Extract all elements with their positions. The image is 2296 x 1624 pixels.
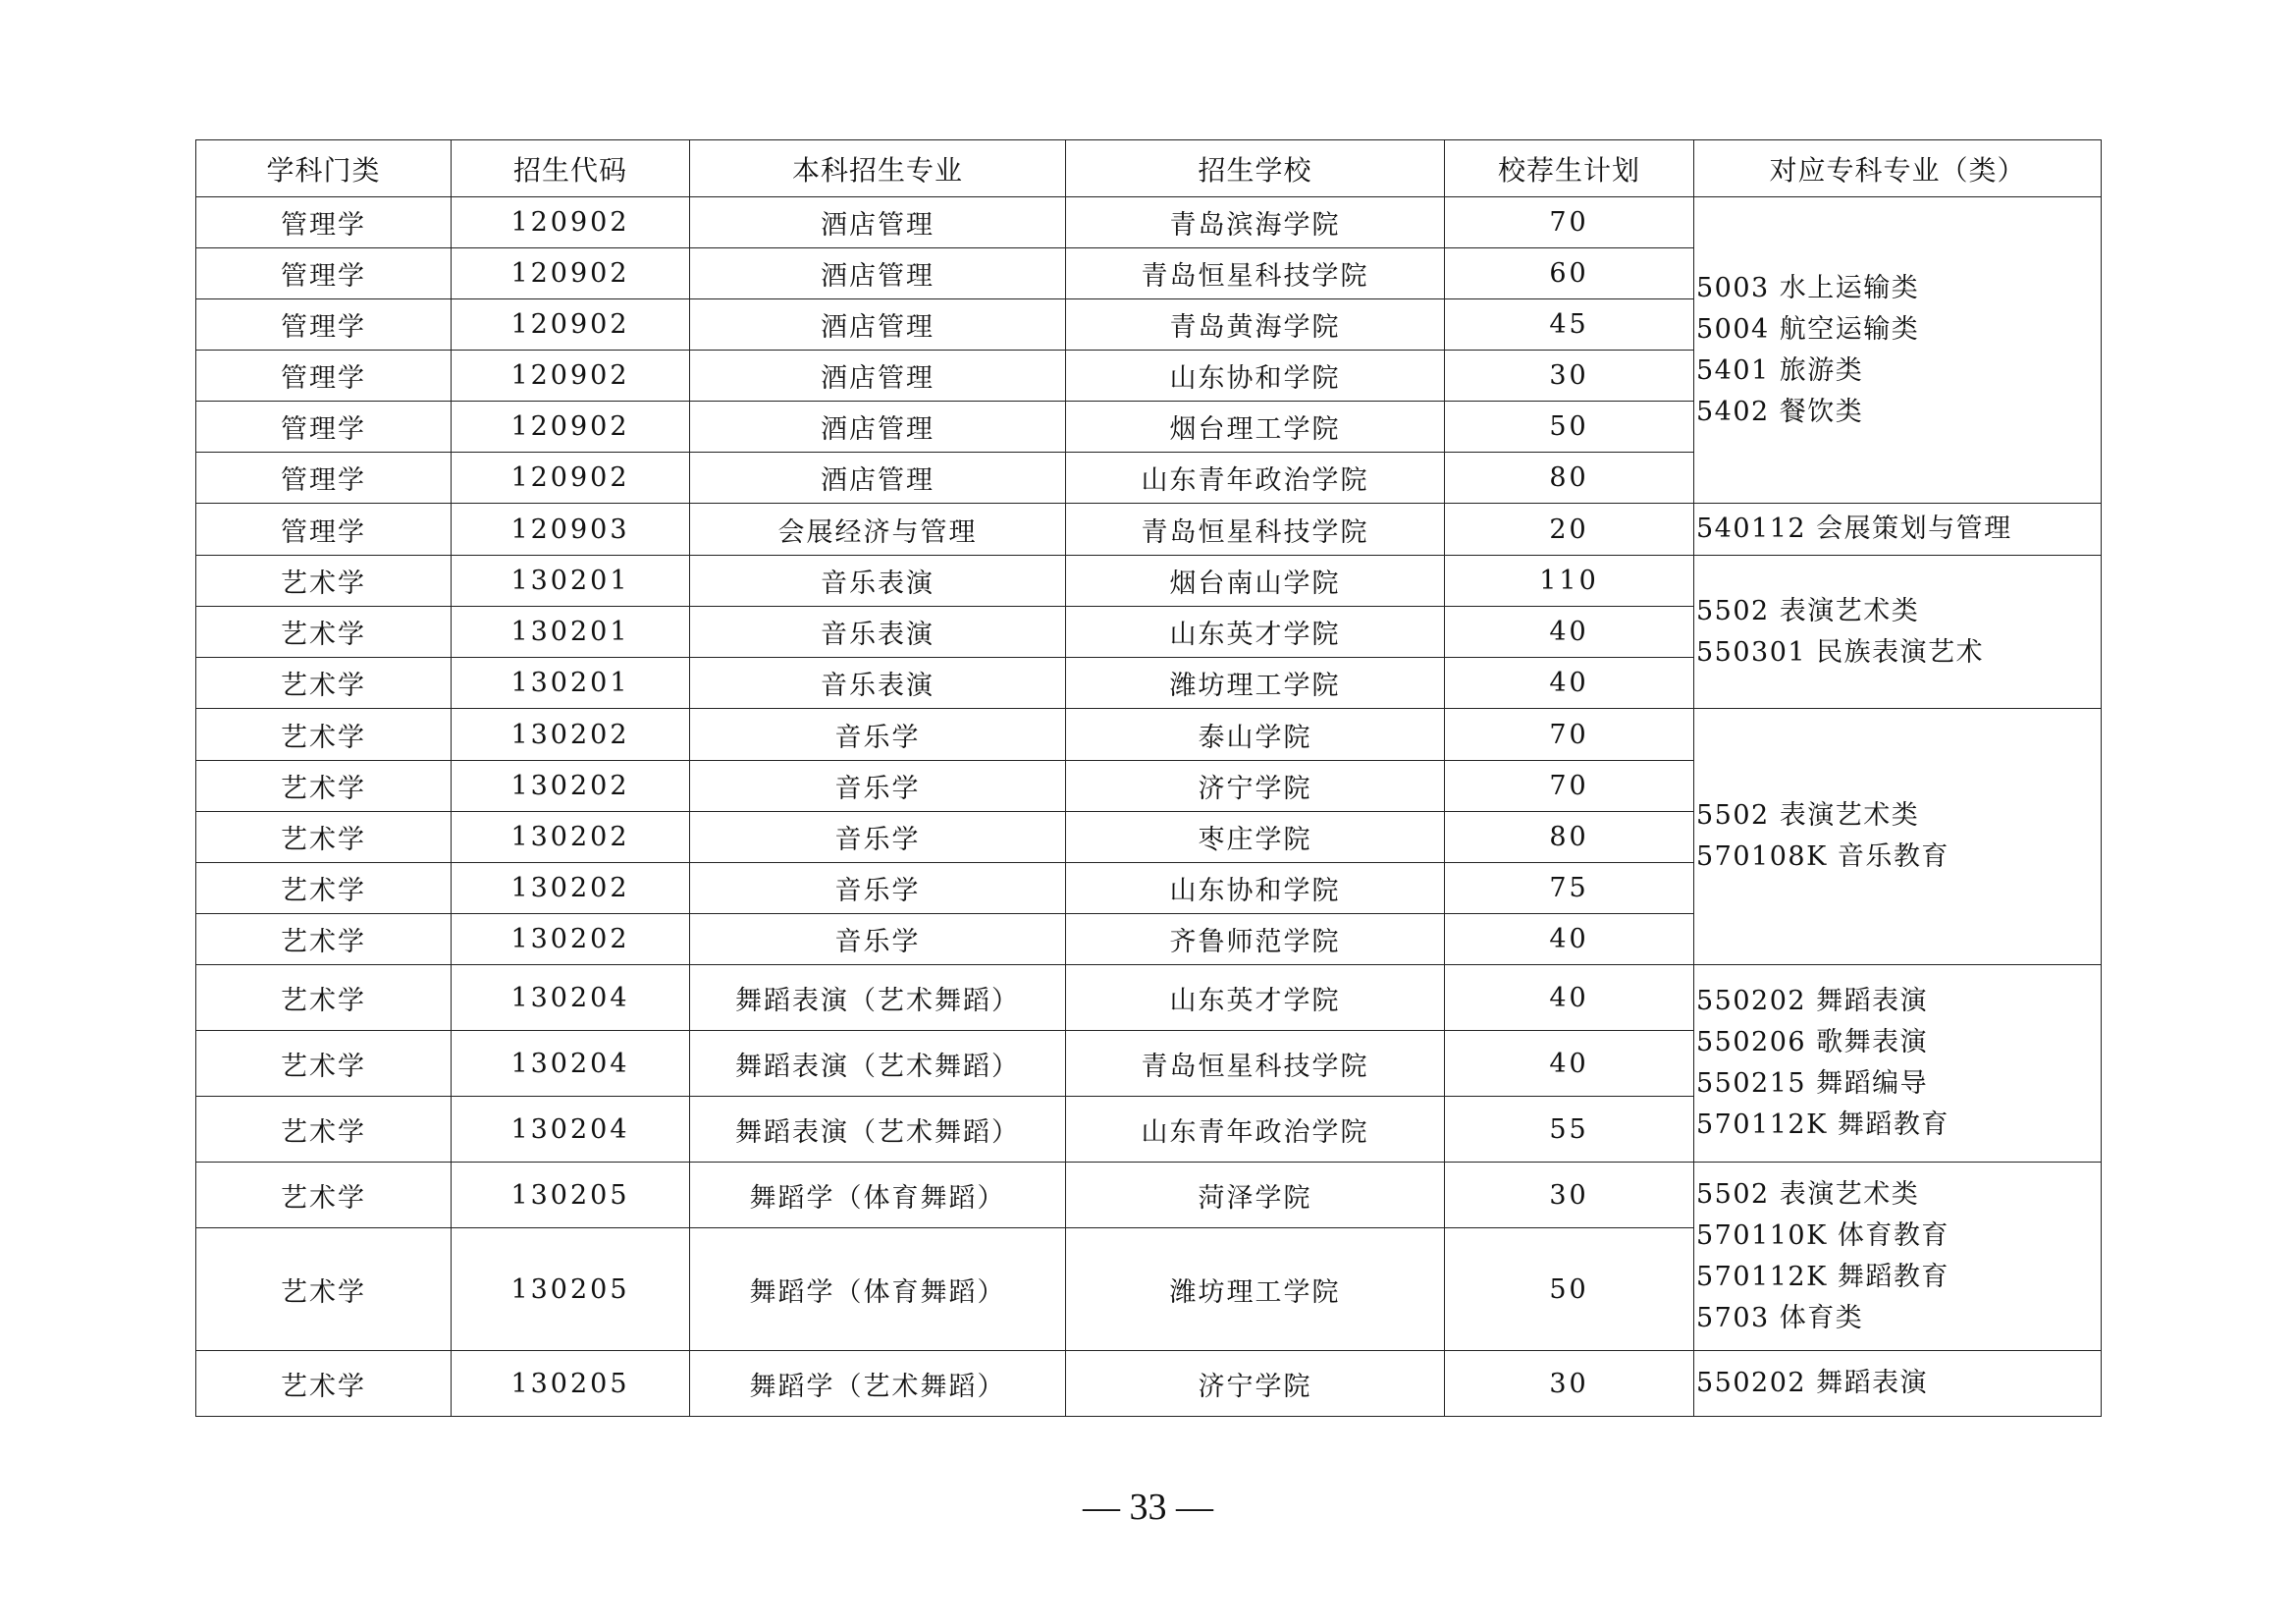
cell-category: 管理学	[196, 453, 452, 504]
cell-category: 管理学	[196, 402, 452, 453]
cell-code: 130201	[452, 658, 690, 709]
cell-category: 管理学	[196, 351, 452, 402]
cell-code: 120902	[452, 402, 690, 453]
cell-code: 130202	[452, 914, 690, 965]
cell-major: 音乐学	[690, 709, 1066, 761]
table-row	[196, 1351, 2102, 1417]
cell-related-majors	[1694, 556, 2102, 709]
cell-major: 舞蹈学（艺术舞蹈）	[690, 1351, 1066, 1417]
cell-major: 音乐学	[690, 761, 1066, 812]
cell-related-majors	[1694, 504, 2102, 556]
related-major-line: 5402 餐饮类	[1696, 396, 1864, 427]
cell-school: 烟台南山学院	[1066, 556, 1445, 607]
cell-category: 艺术学	[196, 556, 452, 607]
related-major-line: 5401 旅游类	[1696, 354, 1864, 386]
cell-major: 音乐学	[690, 863, 1066, 914]
cell-code: 120903	[452, 504, 690, 556]
cell-school: 潍坊理工学院	[1066, 1228, 1445, 1351]
cell-code: 130204	[452, 965, 690, 1031]
cell-school: 青岛恒星科技学院	[1066, 504, 1445, 556]
cell-code: 130205	[452, 1228, 690, 1351]
cell-code: 130202	[452, 812, 690, 863]
table-row	[196, 556, 2102, 607]
cell-school: 山东协和学院	[1066, 863, 1445, 914]
cell-code: 130201	[452, 556, 690, 607]
cell-category: 艺术学	[196, 658, 452, 709]
cell-plan: 40	[1445, 965, 1694, 1031]
cell-school: 山东英才学院	[1066, 607, 1445, 658]
related-major-line: 550202 舞蹈表演	[1696, 986, 1929, 1016]
cell-category: 管理学	[196, 197, 452, 248]
page-number: — 33 —	[1083, 1487, 1213, 1528]
related-major-line: 570110K 体育教育	[1696, 1219, 1949, 1251]
header-major: 本科招生专业	[690, 140, 1066, 197]
header-related-majors: 对应专科专业（类）	[1694, 140, 2102, 197]
cell-category: 管理学	[196, 299, 452, 351]
cell-plan: 30	[1445, 1351, 1694, 1417]
cell-major: 音乐表演	[690, 556, 1066, 607]
related-major-line: 5502 表演艺术类	[1696, 595, 1920, 626]
related-major-line: 5004 航空运输类	[1696, 313, 1920, 345]
cell-major: 酒店管理	[690, 197, 1066, 248]
header-category: 学科门类	[196, 140, 452, 197]
cell-category: 艺术学	[196, 863, 452, 914]
cell-school: 烟台理工学院	[1066, 402, 1445, 453]
cell-major: 酒店管理	[690, 453, 1066, 504]
table-row	[196, 965, 2102, 1031]
cell-major: 舞蹈学（体育舞蹈）	[690, 1228, 1066, 1351]
cell-category: 艺术学	[196, 1228, 452, 1351]
cell-school: 山东英才学院	[1066, 965, 1445, 1031]
cell-plan: 40	[1445, 658, 1694, 709]
cell-category: 艺术学	[196, 914, 452, 965]
cell-category: 艺术学	[196, 812, 452, 863]
cell-code: 120902	[452, 197, 690, 248]
related-major-line: 570108K 音乐教育	[1696, 841, 1949, 872]
related-major-line: 550215 舞蹈编导	[1696, 1068, 1929, 1099]
cell-school: 青岛恒星科技学院	[1066, 1031, 1445, 1097]
cell-major: 舞蹈学（体育舞蹈）	[690, 1163, 1066, 1228]
cell-related-majors	[1694, 965, 2102, 1163]
cell-plan: 30	[1445, 1163, 1694, 1228]
cell-plan: 55	[1445, 1097, 1694, 1163]
related-major-line: 570112K 舞蹈教育	[1696, 1261, 1949, 1292]
cell-plan: 80	[1445, 453, 1694, 504]
cell-code: 130201	[452, 607, 690, 658]
cell-major: 舞蹈表演（艺术舞蹈）	[690, 1031, 1066, 1097]
cell-category: 艺术学	[196, 965, 452, 1031]
cell-major: 舞蹈表演（艺术舞蹈）	[690, 965, 1066, 1031]
cell-code: 120902	[452, 351, 690, 402]
cell-code: 130202	[452, 863, 690, 914]
cell-plan: 20	[1445, 504, 1694, 556]
cell-school: 济宁学院	[1066, 761, 1445, 812]
cell-school: 青岛滨海学院	[1066, 197, 1445, 248]
cell-category: 艺术学	[196, 1351, 452, 1417]
header-code: 招生代码	[452, 140, 690, 197]
cell-plan: 70	[1445, 709, 1694, 761]
related-major-line: 5703 体育类	[1696, 1302, 1864, 1333]
cell-code: 130202	[452, 709, 690, 761]
related-major-line: 570112K 舞蹈教育	[1696, 1110, 1949, 1140]
cell-school: 齐鲁师范学院	[1066, 914, 1445, 965]
cell-code: 120902	[452, 248, 690, 299]
cell-plan: 70	[1445, 197, 1694, 248]
cell-category: 管理学	[196, 248, 452, 299]
header-plan: 校荐生计划	[1445, 140, 1694, 197]
header-school: 招生学校	[1066, 140, 1445, 197]
cell-major: 酒店管理	[690, 351, 1066, 402]
cell-related-majors	[1694, 709, 2102, 965]
cell-plan: 50	[1445, 1228, 1694, 1351]
cell-plan: 110	[1445, 556, 1694, 607]
cell-major: 酒店管理	[690, 299, 1066, 351]
related-major-line: 540112 会展策划与管理	[1696, 514, 2012, 544]
cell-school: 山东青年政治学院	[1066, 1097, 1445, 1163]
cell-major: 音乐表演	[690, 607, 1066, 658]
cell-category: 艺术学	[196, 607, 452, 658]
cell-major: 酒店管理	[690, 248, 1066, 299]
cell-plan: 30	[1445, 351, 1694, 402]
cell-school: 菏泽学院	[1066, 1163, 1445, 1228]
cell-related-majors	[1694, 197, 2102, 504]
table-row	[196, 709, 2102, 761]
cell-plan: 45	[1445, 299, 1694, 351]
cell-related-majors	[1694, 1351, 2102, 1417]
cell-school: 泰山学院	[1066, 709, 1445, 761]
cell-school: 济宁学院	[1066, 1351, 1445, 1417]
cell-major: 音乐学	[690, 812, 1066, 863]
cell-related-majors	[1694, 1163, 2102, 1351]
cell-major: 音乐表演	[690, 658, 1066, 709]
table-row	[196, 504, 2102, 556]
cell-category: 艺术学	[196, 1031, 452, 1097]
cell-school: 潍坊理工学院	[1066, 658, 1445, 709]
cell-school: 山东青年政治学院	[1066, 453, 1445, 504]
cell-category: 管理学	[196, 504, 452, 556]
cell-category: 艺术学	[196, 1097, 452, 1163]
cell-plan: 40	[1445, 914, 1694, 965]
cell-major: 会展经济与管理	[690, 504, 1066, 556]
cell-category: 艺术学	[196, 761, 452, 812]
related-major-line: 5502 表演艺术类	[1696, 800, 1920, 831]
cell-major: 酒店管理	[690, 402, 1066, 453]
table-row	[196, 1163, 2102, 1228]
related-major-line: 550202 舞蹈表演	[1696, 1368, 1929, 1398]
related-major-line: 550301 民族表演艺术	[1696, 636, 1985, 668]
related-major-line: 550206 歌舞表演	[1696, 1027, 1929, 1057]
cell-school: 枣庄学院	[1066, 812, 1445, 863]
cell-plan: 50	[1445, 402, 1694, 453]
cell-code: 130204	[452, 1031, 690, 1097]
cell-plan: 60	[1445, 248, 1694, 299]
cell-plan: 40	[1445, 607, 1694, 658]
cell-code: 120902	[452, 453, 690, 504]
enrollment-table	[195, 139, 2102, 1417]
cell-school: 青岛恒星科技学院	[1066, 248, 1445, 299]
cell-category: 艺术学	[196, 709, 452, 761]
cell-major: 舞蹈表演（艺术舞蹈）	[690, 1097, 1066, 1163]
cell-plan: 80	[1445, 812, 1694, 863]
cell-school: 青岛黄海学院	[1066, 299, 1445, 351]
table-row	[196, 197, 2102, 248]
cell-school: 山东协和学院	[1066, 351, 1445, 402]
cell-category: 艺术学	[196, 1163, 452, 1228]
cell-plan: 75	[1445, 863, 1694, 914]
related-major-line: 5003 水上运输类	[1696, 272, 1920, 303]
cell-plan: 40	[1445, 1031, 1694, 1097]
cell-code: 130205	[452, 1163, 690, 1228]
cell-plan: 70	[1445, 761, 1694, 812]
cell-code: 130205	[452, 1351, 690, 1417]
cell-code: 130202	[452, 761, 690, 812]
cell-major: 音乐学	[690, 914, 1066, 965]
related-major-line: 5502 表演艺术类	[1696, 1178, 1920, 1210]
cell-code: 120902	[452, 299, 690, 351]
cell-code: 130204	[452, 1097, 690, 1163]
table-body	[196, 197, 2102, 1417]
table-header-row	[196, 140, 2102, 197]
